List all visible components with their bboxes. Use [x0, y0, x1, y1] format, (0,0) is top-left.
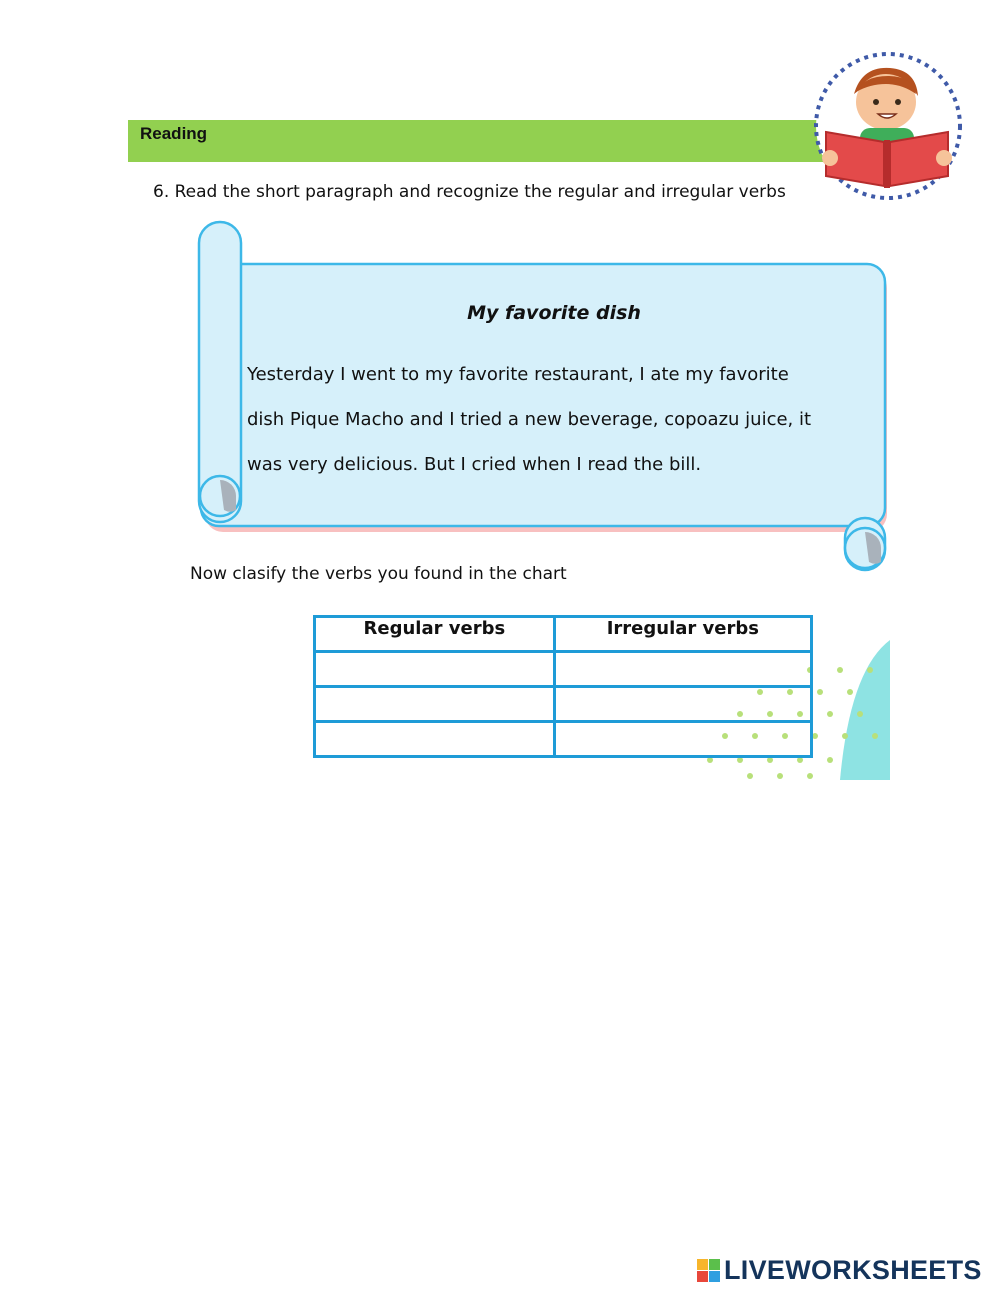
section-title: Reading — [140, 124, 208, 143]
regular-verb-cell[interactable] — [315, 652, 555, 687]
section-header-bar — [128, 120, 890, 162]
irregular-verbs-header: Irregular verbs — [554, 617, 811, 652]
table-row — [315, 722, 812, 757]
reading-boy-avatar — [812, 52, 964, 204]
regular-verbs-header: Regular verbs — [315, 617, 555, 652]
irregular-verb-cell[interactable] — [554, 687, 811, 722]
logo-tile — [709, 1271, 720, 1282]
regular-verb-cell[interactable] — [315, 687, 555, 722]
story-line: was very delicious. But I cried when I read the bill. — [247, 454, 702, 475]
brand-name: LIVEWORKSHEETS — [724, 1255, 982, 1285]
verbs-table — [313, 615, 813, 758]
classify-prompt: Now clasify the verbs you found in the chart — [190, 564, 567, 584]
logo-tile — [697, 1259, 708, 1270]
logo-tile — [709, 1259, 720, 1270]
irregular-verb-cell[interactable] — [554, 722, 811, 757]
instruction-text: 6. Read the short paragraph and recognize the regular and irregular verbs — [153, 182, 786, 202]
table-header-row — [315, 617, 812, 652]
logo-tile — [697, 1271, 708, 1282]
story-line: Yesterday I went to my favorite restaurant, I ate my favorite — [247, 364, 789, 385]
table-row — [315, 687, 812, 722]
liveworksheets-brand[interactable] — [697, 1255, 982, 1286]
regular-verb-cell[interactable] — [315, 722, 555, 757]
story-title: My favorite dish — [467, 302, 641, 324]
story-line: dish Pique Macho and I tried a new beverage, copoazu juice, it — [247, 409, 812, 430]
irregular-verb-cell[interactable] — [554, 652, 811, 687]
brand-logo-icon — [697, 1259, 720, 1282]
table-row — [315, 652, 812, 687]
story-paragraph — [247, 352, 872, 487]
